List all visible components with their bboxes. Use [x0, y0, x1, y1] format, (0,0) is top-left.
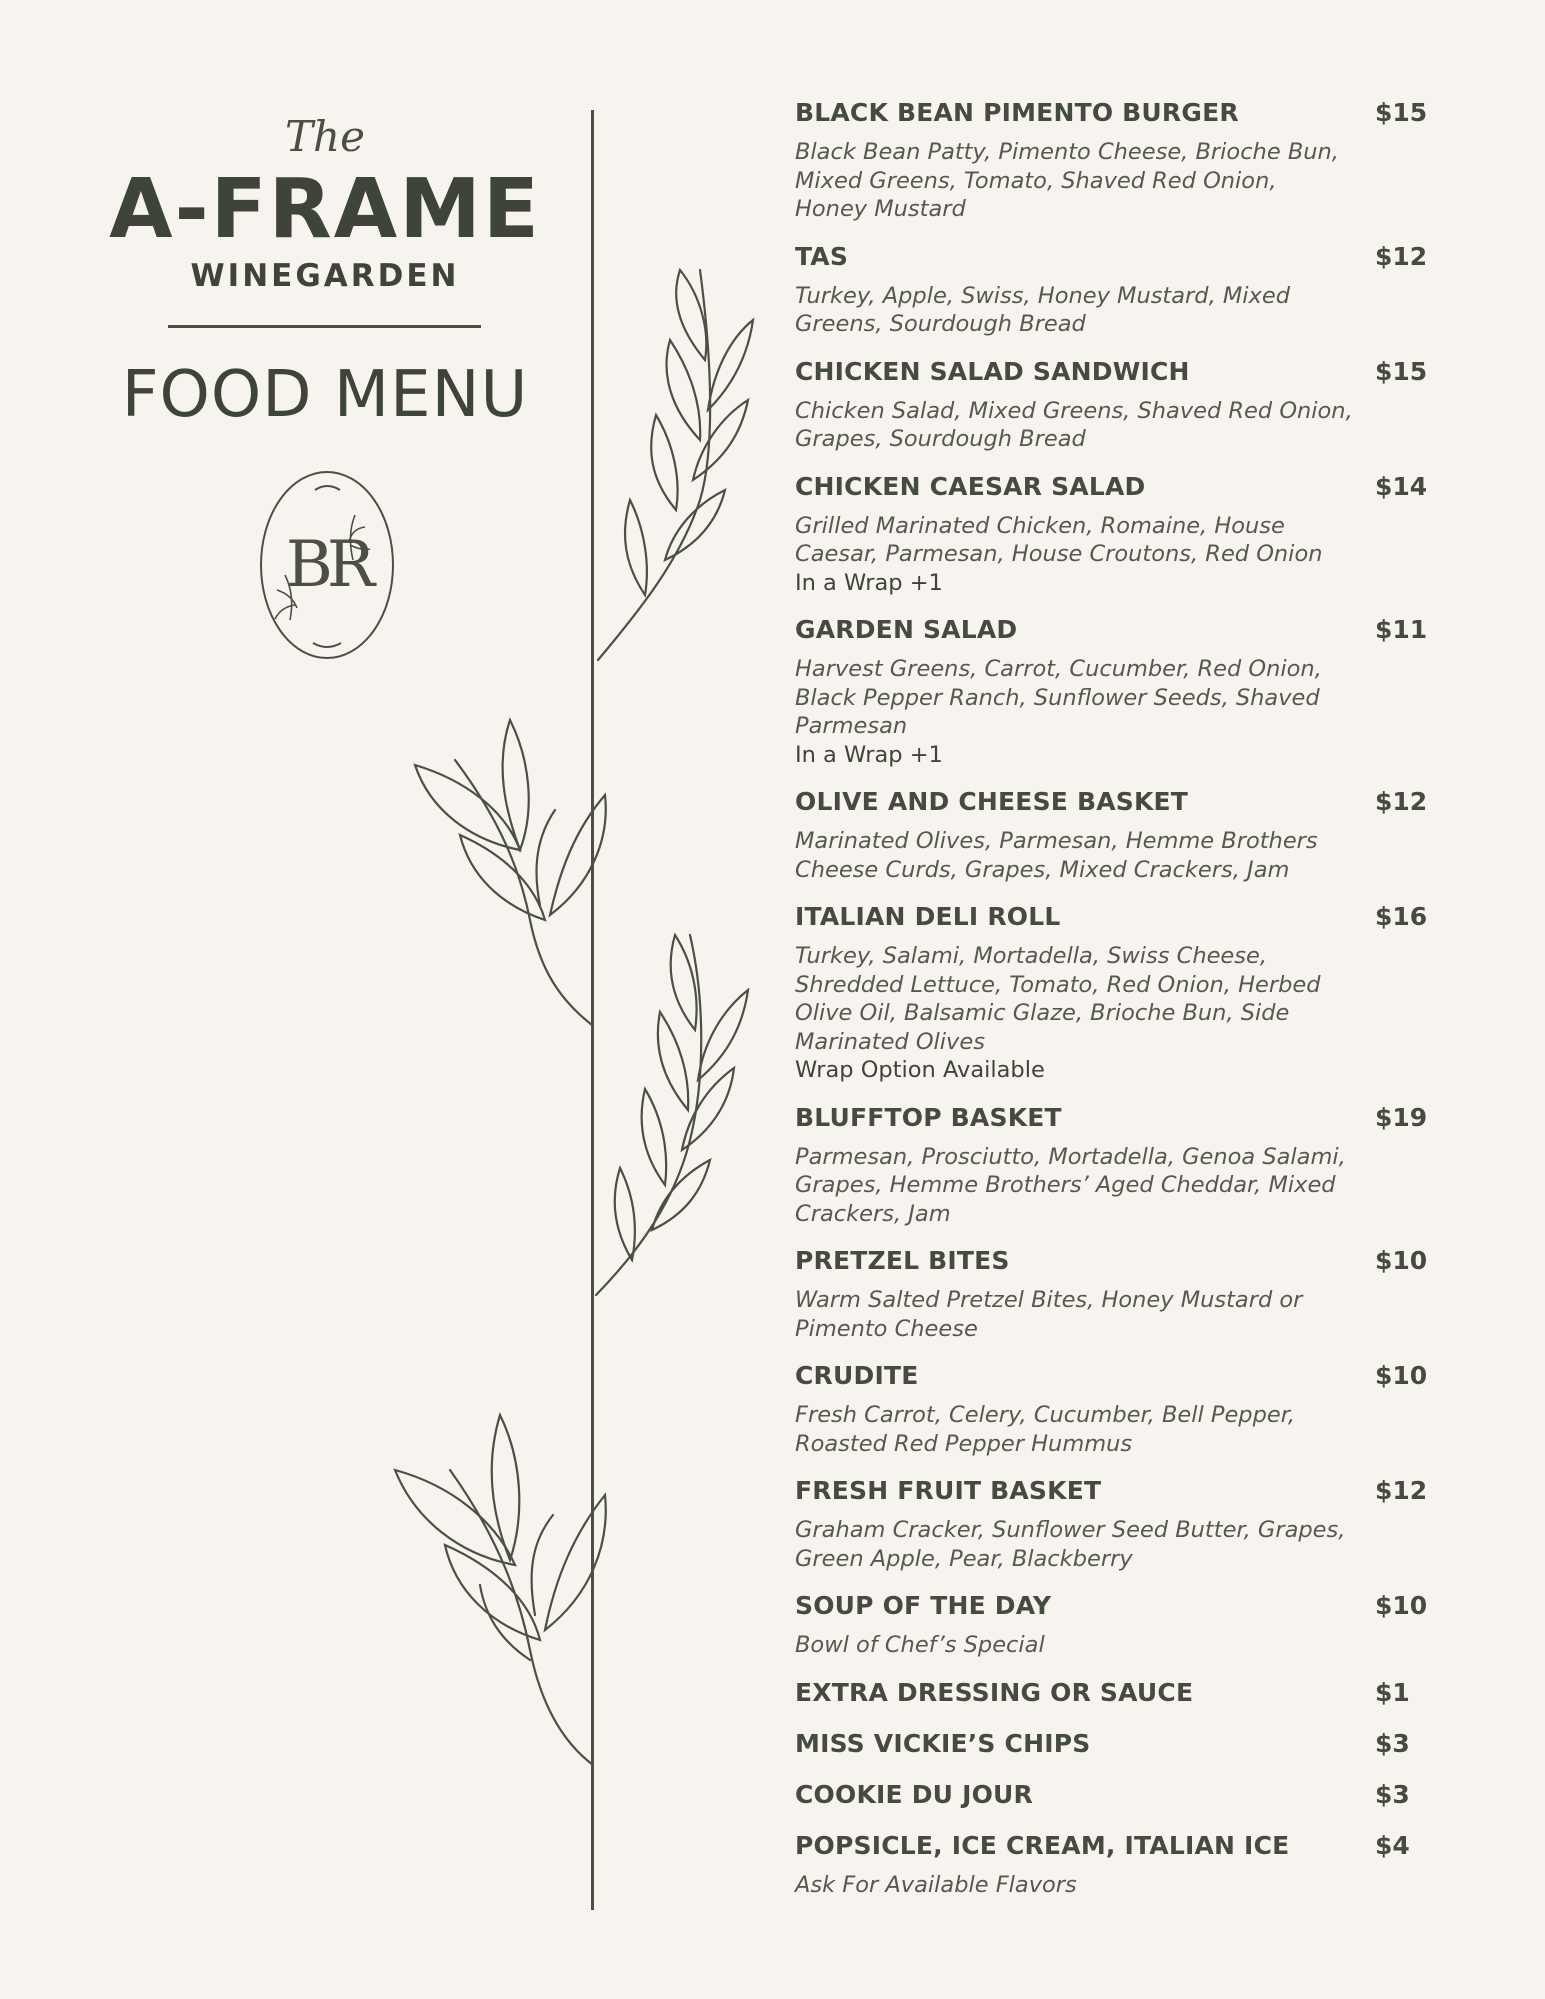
item-price: $12 — [1375, 1476, 1428, 1505]
item-name: CHICKEN CAESAR SALAD — [795, 471, 1146, 501]
item-name: CRUDITE — [795, 1361, 919, 1390]
item-note: Wrap Option Available — [795, 1057, 1045, 1083]
menu-item — [795, 787, 1445, 884]
item-price: $10 — [1375, 1361, 1428, 1390]
item-price: $16 — [1375, 902, 1428, 931]
item-name: SOUP OF THE DAY — [795, 1591, 1052, 1620]
menu-item — [795, 1780, 1445, 1818]
item-description: Black Bean Patty, Pimento Cheese, Brioche Bun, Mixed Greens, Tomato, Shaved Red Onion, Honey Mustard — [795, 139, 1339, 222]
item-name: POPSICLE, ICE CREAM, ITALIAN ICE — [795, 1830, 1290, 1860]
logo-title: A-FRAME — [109, 162, 541, 257]
item-price: $10 — [1375, 1246, 1428, 1275]
page-title: FOOD MENU — [121, 358, 529, 432]
item-price: $3 — [1375, 1779, 1410, 1809]
item-price: $15 — [1375, 356, 1428, 386]
monogram-letters: BR — [285, 528, 370, 602]
item-price: $1 — [1375, 1677, 1410, 1707]
item-name: TAS — [795, 241, 849, 271]
item-price: $4 — [1375, 1830, 1410, 1860]
menu-item — [795, 98, 1445, 224]
item-description: Turkey, Salami, Mortadella, Swiss Cheese, Shredded Lettuce, Tomato, Red Onion, Herbed Olive Oil, Balsamic Glaze, Brioche Bun, Side Marinated Olives — [795, 943, 1321, 1055]
item-price: $15 — [1375, 98, 1428, 127]
item-description: Bowl of Chef’s Special — [795, 1632, 1045, 1658]
item-description: Warm Salted Pretzel Bites, Honey Mustard or Pimento Cheese — [795, 1287, 1303, 1342]
menu-list — [795, 98, 1445, 1899]
item-name: MISS VICKIE’S CHIPS — [795, 1728, 1091, 1758]
item-name: PRETZEL BITES — [795, 1246, 1010, 1275]
item-name: COOKIE DU JOUR — [795, 1779, 1033, 1809]
item-description: Harvest Greens, Carrot, Cucumber, Red Onion, Black Pepper Ranch, Sunflower Seeds, Shaved Parmesan — [795, 656, 1322, 739]
item-description: Chicken Salad, Mixed Greens, Shaved Red Onion, Grapes, Sourdough Bread — [795, 397, 1353, 452]
menu-item — [795, 1729, 1445, 1767]
item-price: $14 — [1375, 471, 1428, 501]
item-description: Graham Cracker, Sunflower Seed Butter, Grapes, Green Apple, Pear, Blackberry — [795, 1517, 1346, 1572]
item-description: Turkey, Apple, Swiss, Honey Mustard, Mixed Greens, Sourdough Bread — [795, 282, 1290, 337]
item-price: $12 — [1375, 241, 1428, 271]
item-description: Grilled Marinated Chicken, Romaine, House Caesar, Parmesan, House Croutons, Red Onion — [795, 512, 1323, 567]
item-name: BLUFFTOP BASKET — [795, 1102, 1062, 1132]
item-name: EXTRA DRESSING OR SAUCE — [795, 1677, 1194, 1707]
menu-item — [795, 1678, 1445, 1716]
item-price: $10 — [1375, 1591, 1428, 1620]
menu-item — [795, 1103, 1445, 1229]
item-price: $12 — [1375, 787, 1428, 816]
item-name: OLIVE AND CHEESE BASKET — [795, 787, 1189, 816]
item-name: ITALIAN DELI ROLL — [795, 902, 1061, 931]
item-description: Ask For Available Flavors — [795, 1871, 1077, 1898]
item-name: BLACK BEAN PIMENTO BURGER — [795, 98, 1239, 127]
menu-item — [795, 1361, 1445, 1458]
menu-item — [795, 902, 1445, 1085]
menu-item — [795, 1476, 1445, 1573]
item-name: GARDEN SALAD — [795, 615, 1018, 644]
item-name: FRESH FRUIT BASKET — [795, 1476, 1102, 1505]
menu-item — [795, 357, 1445, 454]
item-price: $19 — [1375, 1102, 1428, 1132]
menu-item — [795, 472, 1445, 598]
item-description: Fresh Carrot, Celery, Cucumber, Bell Pepper, Roasted Red Pepper Hummus — [795, 1402, 1296, 1457]
item-description: Parmesan, Prosciutto, Mortadella, Genoa Salami, Grapes, Hemme Brothers’ Aged Cheddar, Mixed Crackers, Jam — [795, 1143, 1346, 1227]
item-price: $11 — [1375, 615, 1428, 644]
item-description: Marinated Olives, Parmesan, Hemme Brothers Cheese Curds, Grapes, Mixed Crackers, Jam — [795, 828, 1318, 883]
menu-item — [795, 615, 1445, 769]
menu-item — [795, 1246, 1445, 1343]
item-name: CHICKEN SALAD SANDWICH — [795, 356, 1190, 386]
menu-item — [795, 1591, 1445, 1660]
item-price: $3 — [1375, 1728, 1410, 1758]
item-note: In a Wrap +1 — [795, 741, 943, 768]
menu-item — [795, 1831, 1445, 1900]
logo-the: The — [285, 112, 365, 161]
item-note: In a Wrap +1 — [795, 569, 943, 596]
menu-item — [795, 242, 1445, 339]
logo-subtitle: WINEGARDEN — [190, 258, 460, 294]
